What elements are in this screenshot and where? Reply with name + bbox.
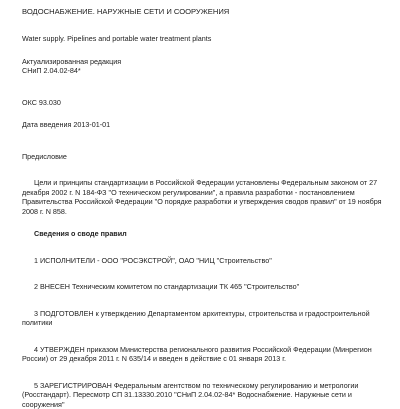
- preface-heading: Предисловие: [22, 151, 67, 161]
- edition-label: Актуализированная редакция: [22, 56, 122, 66]
- preface-text: Цели и принципы стандартизации в Российской Федерации установлены Федеральным законом от 27 декабря 2002 г. N 184-ФЗ "О техническом регулировании", а правила разработки - постановлением Правительства Российской Федерации "О порядке разработки и утверждения сводов правил" от 19 ноября 2008 г. N 858.: [22, 178, 382, 216]
- document-title-ru: ВОДОСНАБЖЕНИЕ. НАРУЖНЫЕ СЕТИ И СООРУЖЕНИЯ: [22, 7, 230, 16]
- intro-date: Дата введения 2013-01-01: [22, 120, 111, 130]
- edition-code: СНиП 2.04.02-84*: [22, 66, 81, 76]
- info-item-1: 1 ИСПОЛНИТЕЛИ - ООО "РОСЭКСТРОЙ", ОАО "НИЦ "Строительство": [34, 255, 272, 265]
- info-heading: Сведения о своде правил: [34, 229, 127, 239]
- info-item-2: 2 ВНЕСЕН Техническим комитетом по стандартизации ТК 465 "Строительство": [34, 282, 300, 292]
- oks-code: ОКС 93.030: [22, 97, 61, 107]
- info-item-4: 4 УТВЕРЖДЕН приказом Министерства регионального развития Российской Федерации (Минрегион России) от 29 декабря 2011 г. N 635/14 и введен в действие с 01 января 2013 г.: [22, 344, 372, 364]
- info-item-5: 5 ЗАРЕГИСТРИРОВАН Федеральным агентством по техническому регулированию и метрологии (Росстандарт). Пересмотр СП 31.13330.2010 "СНиП 2.04.02-84* Водоснабжение. Наружные сети и сооружения": [22, 380, 359, 409]
- document-title-en: Water supply. Pipelines and portable water treatment plants: [22, 34, 212, 44]
- info-item-3: 3 ПОДГОТОВЛЕН к утверждению Департаментом архитектуры, строительства и градостроительной политики: [22, 308, 370, 328]
